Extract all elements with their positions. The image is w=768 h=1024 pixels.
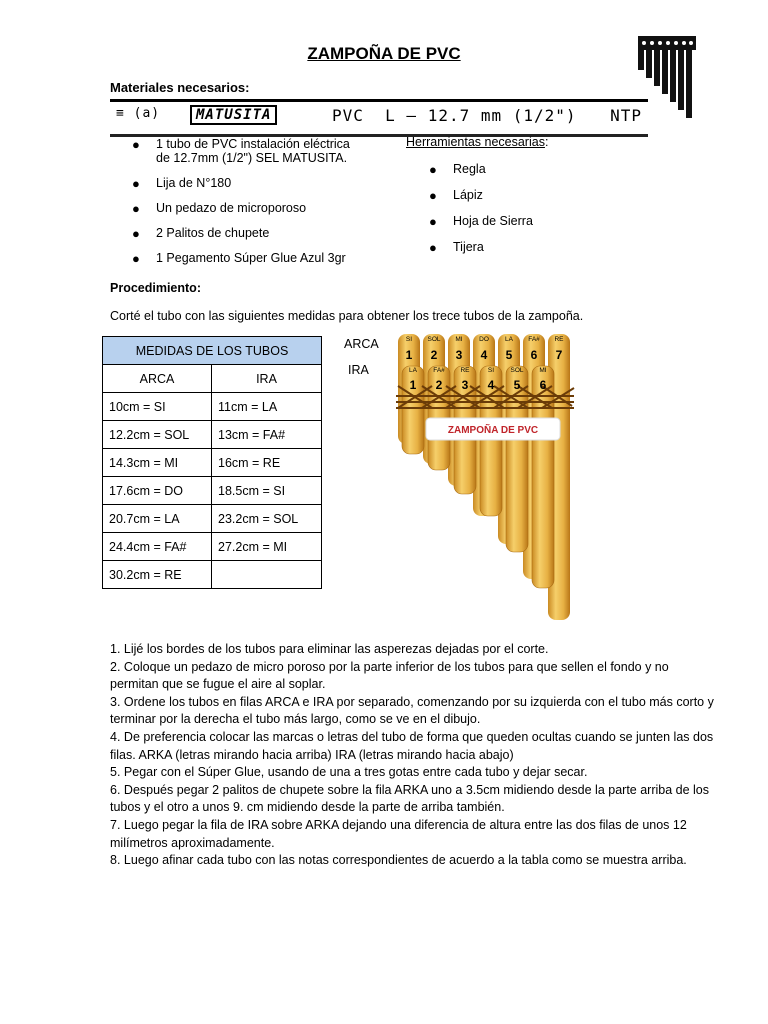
bullet-icon: ●	[132, 226, 140, 241]
arca-cell: 20.7cm = LA	[103, 505, 212, 533]
note-label: MI	[455, 336, 463, 343]
list-item	[132, 201, 396, 216]
note-label: DO	[479, 336, 489, 343]
note-label: RE	[460, 367, 470, 374]
step-text: De preferencia colocar las marcas o letras del tubo de forma que queden ocultas cuando se junten las dos filas. ARKA (letras mirando hacia arriba) IRA (letras mirando hacia abajo)	[110, 729, 714, 762]
step-text: Después pegar 2 palitos de chupete sobre la fila ARKA uno a 3.5cm midiendo desde la parte arriba de los tubos y el otro a unos 9. cm midiendo desde la parte de arriba también.	[110, 782, 710, 815]
list-item	[132, 176, 396, 191]
step-text: Luego afinar cada tubo con las notas correspondientes de acuerdo a la tabla como se muestra arriba.	[123, 853, 687, 868]
arca-cell: 17.6cm = DO	[103, 477, 212, 505]
note-label: SI	[405, 336, 413, 343]
figure-label-ira: IRA	[348, 363, 369, 377]
step-number: 1.	[110, 642, 121, 656]
ntp-label: NTP	[610, 106, 642, 125]
note-number: 2	[430, 348, 438, 362]
list-item	[132, 137, 396, 165]
procedure-steps	[110, 641, 720, 870]
ira-pipe	[532, 366, 554, 588]
list-item	[132, 226, 396, 241]
tool-line: Regla	[453, 162, 486, 176]
tools-heading-text: Herramientas necesarias	[406, 135, 545, 149]
note-label: FA#	[528, 336, 540, 343]
step-number: 7.	[110, 817, 121, 832]
panpipe-illustration	[392, 328, 584, 628]
tools-list	[429, 162, 593, 255]
procedure-heading: Procedimiento:	[110, 281, 201, 295]
table-header: MEDIDAS DE LOS TUBOS	[103, 337, 322, 365]
arca-cell: 10cm = SI	[103, 393, 212, 421]
note-label: SOL	[427, 336, 441, 343]
brand-logo-icon: ≡ (a)	[116, 106, 161, 121]
note-label: LA	[409, 367, 417, 374]
step-item	[110, 694, 720, 729]
note-number: 4	[480, 348, 488, 362]
material-line: 2 Palitos de chupete	[156, 226, 270, 240]
material-line: Lija de N°180	[156, 176, 232, 190]
tool-line: Tijera	[453, 240, 484, 254]
table-row	[103, 449, 322, 477]
tools-heading	[406, 135, 548, 149]
list-item	[429, 240, 593, 255]
step-text: Ordene los tubos en filas ARCA e IRA por separado, comenzando por su izquierda con el tubo más corto y terminar por la derecha el tubo más largo, como se ve en el dibujo.	[110, 694, 714, 727]
step-text: Luego pegar la fila de IRA sobre ARKA dejando una diferencia de altura entre las dos filas de unos 12 milímetros aproximadamente.	[110, 817, 687, 850]
column-header-arca: ARCA	[103, 365, 212, 393]
note-number: 5	[505, 348, 513, 362]
note-number: 7	[555, 348, 563, 362]
step-item	[110, 729, 720, 764]
step-text: Pegar con el Súper Glue, usando de una a tres gotas entre cada tubo y dejar secar.	[123, 765, 588, 780]
note-number: 1	[405, 348, 413, 362]
note-number: 4	[487, 378, 495, 392]
arca-cell: 12.2cm = SOL	[103, 421, 212, 449]
note-label: FA#	[433, 367, 445, 374]
note-number: 6	[539, 378, 547, 392]
material-line: 1 tubo de PVC instalación eléctrica	[156, 137, 350, 151]
table-row	[103, 393, 322, 421]
step-text: Lijé los bordes de los tubos para eliminar las asperezas dejadas por el corte.	[123, 642, 549, 656]
note-number: 5	[513, 378, 521, 392]
arca-cell: 14.3cm = MI	[103, 449, 212, 477]
note-number: 3	[461, 378, 469, 392]
material-line: Un pedazo de microporoso	[156, 201, 307, 215]
material-line: de 12.7mm (1/2") SEL MATUSITA.	[156, 151, 348, 165]
table-row	[103, 561, 322, 589]
note-label: RE	[554, 336, 564, 343]
column-header-ira: IRA	[212, 365, 322, 393]
bullet-icon: ●	[132, 137, 140, 152]
table-row	[103, 477, 322, 505]
figure-label-arca: ARCA	[344, 337, 379, 351]
note-number: 2	[435, 378, 443, 392]
table-row	[103, 421, 322, 449]
step-item	[110, 852, 720, 870]
ira-cell: 27.2cm = MI	[212, 533, 322, 561]
ira-cell: 18.5cm = SI	[212, 477, 322, 505]
plate-text: ZAMPOÑA DE PVC	[447, 425, 539, 436]
step-text: Coloque un pedazo de micro poroso por la parte inferior de los tubos para que sellen el fondo y no permitan que se fugue el aire al soplar.	[110, 659, 669, 692]
step-number: 8.	[110, 853, 121, 868]
step-item	[110, 817, 720, 852]
ira-cell	[212, 561, 322, 589]
step-number: 5.	[110, 765, 121, 780]
step-item	[110, 764, 720, 782]
brand-name: MATUSITA	[190, 105, 277, 125]
materials-heading: Materiales necesarios:	[110, 80, 250, 95]
table-row	[103, 533, 322, 561]
bullet-icon: ●	[132, 201, 140, 216]
table-row	[103, 505, 322, 533]
procedure-intro: Corté el tubo con las siguientes medidas para obtener los trece tubos de la zampoña.	[110, 309, 584, 323]
list-item	[429, 188, 593, 203]
materials-list	[132, 137, 396, 266]
pvc-pipe-banner	[110, 99, 648, 137]
ira-cell: 11cm = LA	[212, 393, 322, 421]
tube-measurements-table	[102, 336, 322, 589]
material-line: 1 Pegamento Súper Glue Azul 3gr	[156, 251, 346, 265]
step-number: 2.	[110, 659, 121, 674]
tool-line: Lápiz	[453, 188, 483, 202]
note-number: 3	[455, 348, 463, 362]
list-item	[429, 214, 593, 229]
step-item	[110, 641, 720, 659]
bullet-icon: ●	[429, 240, 437, 255]
note-label: SOL	[510, 367, 524, 374]
bullet-icon: ●	[429, 214, 437, 229]
tool-line: Hoja de Sierra	[453, 214, 533, 228]
arca-cell: 30.2cm = RE	[103, 561, 212, 589]
arca-cell: 24.4cm = FA#	[103, 533, 212, 561]
step-item	[110, 782, 720, 817]
pipe-spec: PVC L – 12.7 mm (1/2")	[332, 106, 577, 125]
note-label: LA	[505, 336, 513, 343]
ira-cell: 16cm = RE	[212, 449, 322, 477]
bullet-icon: ●	[132, 251, 140, 266]
step-item	[110, 659, 720, 694]
note-label: MI	[539, 367, 547, 374]
list-item	[429, 162, 593, 177]
note-label: SI	[487, 367, 495, 374]
page-title: ZAMPOÑA DE PVC	[307, 44, 461, 63]
step-number: 4.	[110, 729, 121, 744]
note-number: 1	[409, 378, 417, 392]
step-number: 3.	[110, 694, 121, 709]
bullet-icon: ●	[429, 162, 437, 177]
bullet-icon: ●	[132, 176, 140, 191]
step-number: 6.	[110, 782, 121, 797]
note-number: 6	[530, 348, 538, 362]
list-item	[132, 251, 396, 266]
ira-cell: 13cm = FA#	[212, 421, 322, 449]
tools-heading-colon: :	[544, 135, 549, 149]
ira-cell: 23.2cm = SOL	[212, 505, 322, 533]
bullet-icon: ●	[429, 188, 437, 203]
